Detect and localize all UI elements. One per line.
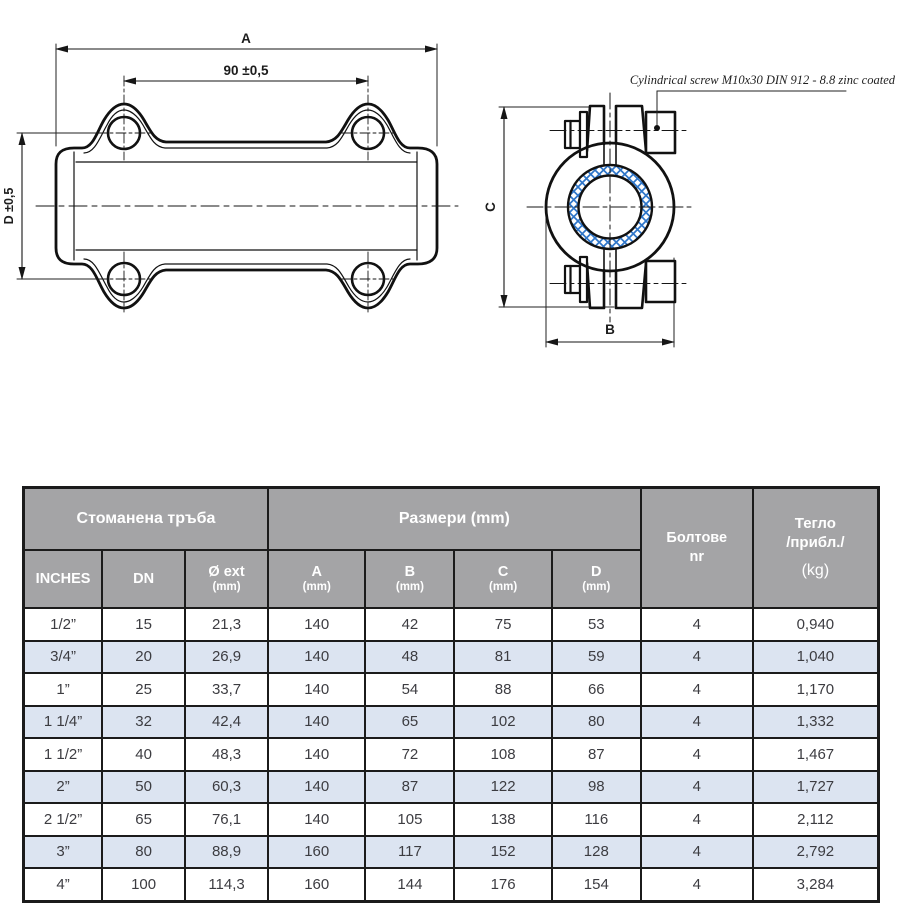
table-cell: 40 xyxy=(102,738,185,771)
table-cell: 4 xyxy=(641,641,753,674)
table-cell: 140 xyxy=(268,706,365,739)
table-cell: 50 xyxy=(102,771,185,804)
side-view xyxy=(2,31,458,312)
table-cell: 100 xyxy=(102,868,185,901)
table-cell: 20 xyxy=(102,641,185,674)
table-cell: 114,3 xyxy=(185,868,268,901)
table-cell: 1,727 xyxy=(753,771,879,804)
table-row xyxy=(24,673,879,706)
table-cell: 138 xyxy=(454,803,551,836)
table-cell: 3” xyxy=(24,836,103,869)
table-cell: 128 xyxy=(552,836,641,869)
table-cell: 1,170 xyxy=(753,673,879,706)
table-cell: 4 xyxy=(641,868,753,901)
table-cell: 15 xyxy=(102,608,185,641)
table-cell: 116 xyxy=(552,803,641,836)
table-cell: 87 xyxy=(552,738,641,771)
col-header-c: C (mm) xyxy=(454,550,551,608)
col-header-d: D (mm) xyxy=(552,550,641,608)
table-cell: 87 xyxy=(365,771,454,804)
table-row xyxy=(24,641,879,674)
table-cell: 80 xyxy=(102,836,185,869)
dim-label-b: B xyxy=(605,322,615,337)
table-cell: 1 1/4” xyxy=(24,706,103,739)
bottom-nut xyxy=(565,257,587,302)
col-header-a: A (mm) xyxy=(268,550,365,608)
table-row xyxy=(24,771,879,804)
bolt-hole-crosshairs xyxy=(97,76,395,312)
table-cell: 1,332 xyxy=(753,706,879,739)
dim-label-d: D ±0,5 xyxy=(2,187,16,225)
table-cell: 2 1/2” xyxy=(24,803,103,836)
dim-label-a: A xyxy=(241,31,251,46)
bolts-label: Болтове xyxy=(666,530,728,547)
table-cell: 66 xyxy=(552,673,641,706)
table-cell: 122 xyxy=(454,771,551,804)
table-row xyxy=(24,836,879,869)
table-cell: 154 xyxy=(552,868,641,901)
table-cell: 65 xyxy=(102,803,185,836)
table-cell: 117 xyxy=(365,836,454,869)
table-row xyxy=(24,803,879,836)
group-header-steel-pipe: Стоманена тръба xyxy=(24,488,269,551)
table-cell: 108 xyxy=(454,738,551,771)
table-cell: 1,040 xyxy=(753,641,879,674)
leader-dot xyxy=(654,125,660,131)
spec-table xyxy=(22,486,880,903)
table-cell: 54 xyxy=(365,673,454,706)
weight-label: Тегло xyxy=(794,515,836,533)
table-cell: 32 xyxy=(102,706,185,739)
table-cell: 76,1 xyxy=(185,803,268,836)
table-cell: 1,467 xyxy=(753,738,879,771)
table-cell: 4 xyxy=(641,836,753,869)
section-view xyxy=(483,73,896,347)
table-cell: 4 xyxy=(641,738,753,771)
table-cell: 140 xyxy=(268,803,365,836)
table-cell: 140 xyxy=(268,738,365,771)
table-cell: 1 1/2” xyxy=(24,738,103,771)
table-cell: 140 xyxy=(268,673,365,706)
table-cell: 1” xyxy=(24,673,103,706)
table-cell: 160 xyxy=(268,836,365,869)
table-cell: 88,9 xyxy=(185,836,268,869)
table-cell: 102 xyxy=(454,706,551,739)
table-cell: 2” xyxy=(24,771,103,804)
screw-annotation: Cylindrical screw M10x30 DIN 912 - 8.8 zinc coated xyxy=(629,73,895,87)
table-cell: 140 xyxy=(268,771,365,804)
table-cell: 88 xyxy=(454,673,551,706)
table-cell: 42,4 xyxy=(185,706,268,739)
table-cell: 140 xyxy=(268,608,365,641)
header-bolts xyxy=(641,488,753,609)
table-cell: 26,9 xyxy=(185,641,268,674)
table-cell: 33,7 xyxy=(185,673,268,706)
table-row xyxy=(24,706,879,739)
dim-label-c: C xyxy=(483,202,498,212)
table-cell: 2,792 xyxy=(753,836,879,869)
col-header-dn: DN xyxy=(102,550,185,608)
table-cell: 140 xyxy=(268,641,365,674)
table-cell: 72 xyxy=(365,738,454,771)
table-cell: 105 xyxy=(365,803,454,836)
table-cell: 25 xyxy=(102,673,185,706)
table-cell: 144 xyxy=(365,868,454,901)
col-header-oext: Ø ext (mm) xyxy=(185,550,268,608)
table-cell: 75 xyxy=(454,608,551,641)
table-cell: 48 xyxy=(365,641,454,674)
top-nut xyxy=(565,112,587,157)
table-cell: 42 xyxy=(365,608,454,641)
table-cell: 4 xyxy=(641,803,753,836)
table-cell: 1/2” xyxy=(24,608,103,641)
table-cell: 4 xyxy=(641,771,753,804)
weight-approx: /прибл./ xyxy=(786,534,845,551)
table-cell: 80 xyxy=(552,706,641,739)
table-cell: 60,3 xyxy=(185,771,268,804)
table-cell: 81 xyxy=(454,641,551,674)
weight-unit: (kg) xyxy=(801,561,830,579)
table-cell: 48,3 xyxy=(185,738,268,771)
table-cell: 2,112 xyxy=(753,803,879,836)
table-cell: 59 xyxy=(552,641,641,674)
table-cell: 176 xyxy=(454,868,551,901)
table-cell: 65 xyxy=(365,706,454,739)
table-cell: 3,284 xyxy=(753,868,879,901)
table-row xyxy=(24,738,879,771)
header-weight xyxy=(753,488,879,609)
table-cell: 4 xyxy=(641,706,753,739)
table-row xyxy=(24,868,879,901)
table-cell: 98 xyxy=(552,771,641,804)
table-body xyxy=(24,608,879,901)
group-header-dimensions: Размери (mm) xyxy=(268,488,641,551)
top-screw-head xyxy=(646,112,675,153)
bolts-unit: nr xyxy=(689,549,704,565)
table-cell: 152 xyxy=(454,836,551,869)
table-cell: 0,940 xyxy=(753,608,879,641)
table-row xyxy=(24,608,879,641)
col-header-b: B (mm) xyxy=(365,550,454,608)
table-cell: 160 xyxy=(268,868,365,901)
table-cell: 4 xyxy=(641,673,753,706)
bottom-screw-head xyxy=(646,261,675,302)
col-header-inches: INCHES xyxy=(24,550,103,608)
table-cell: 4” xyxy=(24,868,103,901)
table-cell: 4 xyxy=(641,608,753,641)
table-cell: 53 xyxy=(552,608,641,641)
table-cell: 21,3 xyxy=(185,608,268,641)
dim-label-90: 90 ±0,5 xyxy=(223,63,269,78)
table-cell: 3/4” xyxy=(24,641,103,674)
